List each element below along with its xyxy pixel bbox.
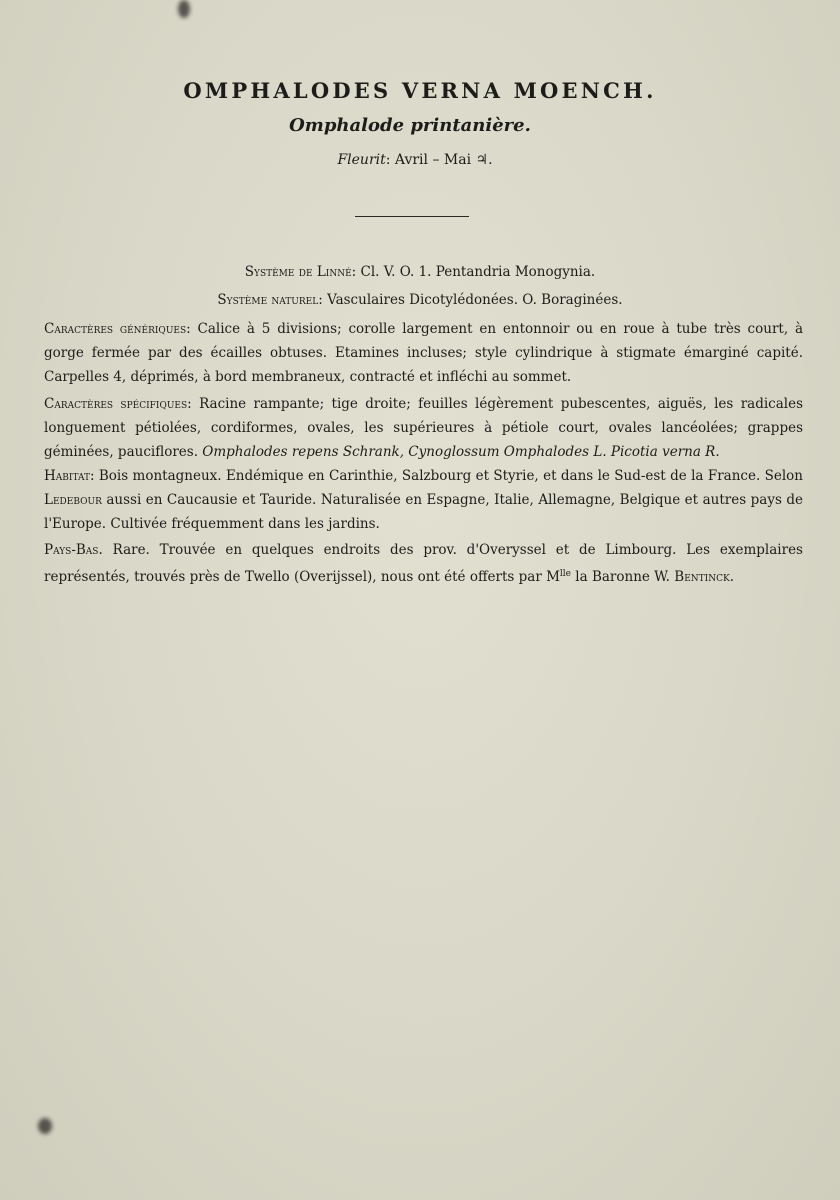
page-subtitle: Omphalode printanière. [289, 115, 531, 136]
natural-system-line [0, 290, 840, 310]
page-title: OMPHALODES VERNA MOENCH. [183, 78, 657, 103]
specific-characters-paragraph [44, 392, 803, 464]
habitat-text-1: : Bois montagneux. Endémique en Carinthie, Salzbourg et Styrie, et dans le Sud-est de la France. Selon [89, 468, 803, 484]
specific-text: : Racine rampante; tige droite; feuilles légèrement pubescentes, aiguës, les radicales longuement pétiolées, cordiformes, ovales, les supérieures à pétiole court, ovales lancéolées; grappes géminées, pauciflores. [44, 396, 803, 460]
generic-text: : Calice à 5 divisions; corolle largement en entonnoir ou en roue à tube très court, à gorge fermée par des écailles obtuses. Etamines incluses; style cylindrique à stigmate émarginé capité. Carpelles 4, déprimés, à bord membraneux, contracté et infléchi au sommet. [44, 321, 803, 385]
generic-characters-paragraph [44, 317, 803, 389]
habitat-author: Ledebour [44, 492, 102, 508]
naturel-label: Système naturel [217, 292, 319, 308]
netherlands-text-2: la Baronne W. [571, 569, 675, 585]
naturel-value: : Vasculaires Dicotylédonées. O. Boraginées. [318, 292, 623, 308]
specific-label: Caractères spécifiques [44, 396, 188, 412]
netherlands-donor: Bentinck [674, 569, 730, 585]
habitat-paragraph [44, 464, 803, 536]
generic-label: Caractères génériques [44, 321, 187, 337]
flowering-label: Fleurit [337, 152, 386, 168]
netherlands-text-3: . [729, 569, 734, 585]
netherlands-label: Pays-Bas [44, 542, 99, 558]
habitat-text-2: aussi en Caucausie et Tauride. Naturalisée en Espagne, Italie, Allemagne, Belgique et autres pays de l'Europe. Cultivée fréquemment dans les jardins. [44, 492, 803, 532]
divider-rule [355, 216, 469, 217]
linne-value: : Cl. V. O. 1. Pentandria Monogynia. [351, 264, 596, 280]
flowering-line [0, 150, 830, 170]
netherlands-text-1: . Rare. Trouvée en quelques endroits des prov. d'Overyssel et de Limbourg. Les exemplaires représentés, trouvés près de Twello (Overijssel), nous ont été offerts par M [44, 542, 803, 585]
flowering-value: : Avril – Mai ♃. [385, 152, 493, 168]
linne-system-line [0, 262, 840, 282]
netherlands-paragraph [44, 538, 803, 589]
linne-label: Système de Linné [244, 264, 352, 280]
netherlands-superscript: lle [559, 569, 571, 579]
ink-spot [38, 1118, 52, 1134]
ink-spot [178, 0, 190, 18]
habitat-label: Habitat [44, 468, 90, 484]
synonyms-text: Omphalodes repens Schrank, Cynoglossum Omphalodes L. Picotia verna R. [202, 444, 720, 460]
